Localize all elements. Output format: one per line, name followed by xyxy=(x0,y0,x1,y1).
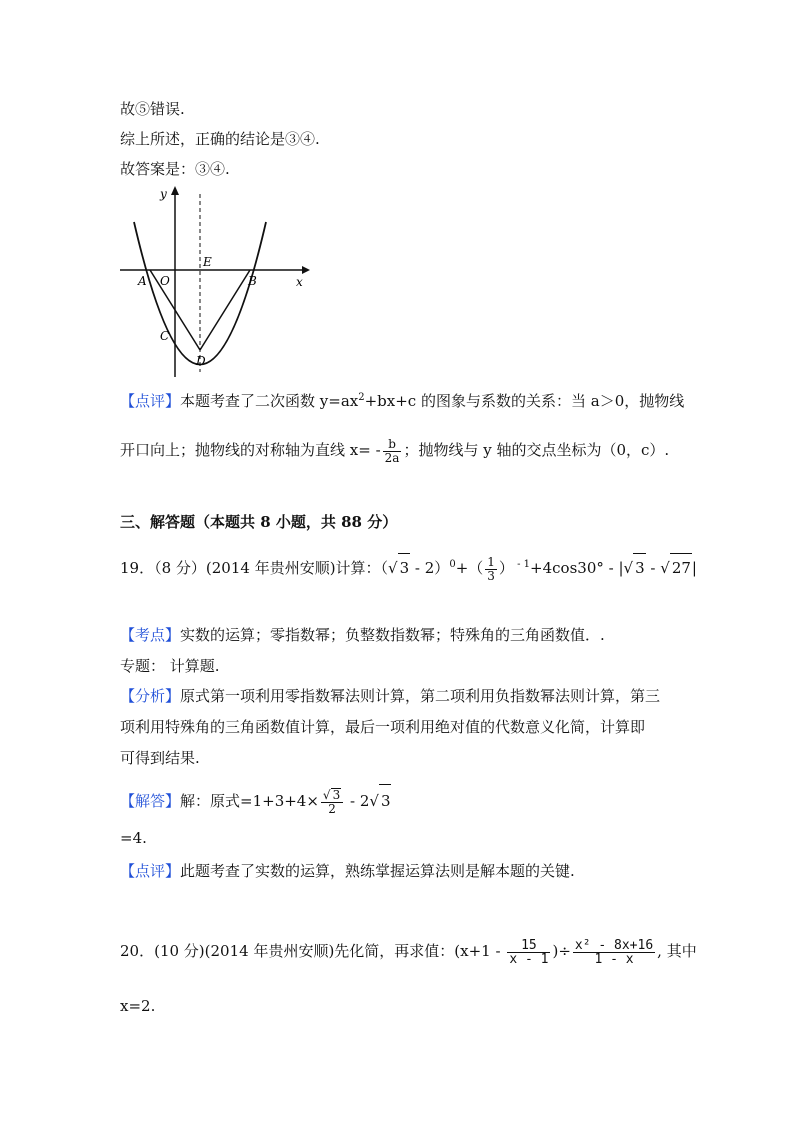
jieda-tag: 【解答】 xyxy=(120,792,181,810)
review19-tag: 【点评】 xyxy=(120,862,181,880)
y-label: y xyxy=(160,187,167,201)
frac-den: 1 - x xyxy=(594,951,634,967)
q20-suffix: , 其中 xyxy=(657,942,697,960)
sqrt-3-a: 3 xyxy=(398,553,411,582)
fraction-15 xyxy=(507,939,550,966)
jieda-line: 【解答】解：原式=1+3+4× $\frac{√ 3}{2}$ - 2√ 3 xyxy=(120,784,391,817)
q19-p6: | xyxy=(691,559,697,577)
frac-num: x² - 8x+16 xyxy=(574,937,654,953)
review-text-rest: +bx+c 的图象与系数的关系：当 a＞0，抛物线 xyxy=(364,392,685,410)
fenxi-tag: 【分析】 xyxy=(120,687,181,705)
q19-p3: ） xyxy=(498,559,514,577)
review-tag: 【点评】 xyxy=(120,392,181,410)
fenxi-line-1 xyxy=(120,685,660,707)
q19-p5: - xyxy=(645,559,661,577)
kaodian-line xyxy=(120,624,605,646)
sqrt-num: 3 xyxy=(332,788,341,802)
frac-den: x - 1 xyxy=(509,951,549,967)
x-axis-arrow xyxy=(302,266,310,274)
x-label: x xyxy=(296,275,303,289)
zhuanti-line: 专题： 计算题. xyxy=(120,657,220,675)
intro-line-1: 故⑤错误. xyxy=(120,100,185,118)
jieda-result: =4. xyxy=(120,829,147,847)
frac-den: 2 xyxy=(328,802,336,816)
kaodian-tag: 【考点】 xyxy=(120,626,181,644)
review-text-b: ；抛物线与 y 轴的交点坐标为（0，c）. xyxy=(403,441,670,459)
fenxi-line-2: 项利用特殊角的三角函数值计算，最后一项利用绝对值的代数意义化简，计算即 xyxy=(120,718,646,736)
q20-line-2: x=2. xyxy=(120,997,156,1015)
review-text: 本题考查了二次函数 y=ax xyxy=(180,392,359,410)
exponent: 2 xyxy=(358,392,365,403)
point-o-label: O xyxy=(160,274,170,288)
fraction-1-3 xyxy=(485,556,497,583)
frac-den: 2a xyxy=(384,450,400,465)
frac-num: 15 xyxy=(507,939,550,953)
line-db xyxy=(200,270,250,350)
exp-neg-one: - 1 xyxy=(513,559,531,570)
jieda-p2: - 2 xyxy=(345,792,370,810)
review-text-a: 开口向上；抛物线的对称轴为直线 x= - xyxy=(120,441,381,459)
sqrt-3-c: 3 xyxy=(379,784,392,817)
section-title: 三、解答题（本题共 8 小题，共 88 分） xyxy=(120,513,398,531)
fraction-sqrt3-2: $\frac{√ 3}{2}$ xyxy=(321,788,343,816)
q20-mid: )÷ xyxy=(552,942,571,960)
point-e-label: E xyxy=(203,255,212,269)
frac-num: b xyxy=(383,438,402,452)
frac-den: 3 xyxy=(487,568,495,583)
fraction-quadratic xyxy=(573,939,655,966)
question-19: 19．（8 分）(2014 年贵州安顺)计算：（√ 3 - 2）$^0$+（ $\frac{1}{3}$ ） $^{- 1}$+4cos30° - |√ 3 - √ 27| xyxy=(120,554,697,583)
point-b-label: B xyxy=(248,274,257,288)
q19-prefix: 19．（8 分）(2014 年贵州安顺)计算：（ xyxy=(120,559,389,577)
q20-prefix: 20．(10 分)(2014 年贵州安顺)先化简，再求值：(x+1 - xyxy=(120,942,506,960)
review18-line-2 xyxy=(120,435,669,465)
frac-num: 1 xyxy=(487,554,495,569)
review18-line-1 xyxy=(120,387,684,412)
point-c-label: C xyxy=(160,329,170,343)
exp-zero: 0 xyxy=(449,559,456,570)
review19-text: 此题考查了实数的运算，熟练掌握运算法则是解本题的关键. xyxy=(180,862,575,880)
question-20 xyxy=(120,933,697,969)
sqrt-27: 27 xyxy=(670,553,692,582)
fraction-b-2a xyxy=(383,438,402,465)
point-d-label: D xyxy=(196,354,206,368)
review19-line xyxy=(120,860,575,882)
q19-p2: +（ xyxy=(455,559,484,577)
y-axis-arrow xyxy=(171,186,179,195)
fenxi-line-3: 可得到结果. xyxy=(120,749,200,767)
kaodian-text: 实数的运算；零指数幂；负整数指数幂；特殊角的三角函数值．. xyxy=(180,626,605,644)
point-a-label: A xyxy=(138,274,147,288)
sqrt-3-b: 3 xyxy=(633,553,646,582)
parabola-graph xyxy=(120,182,320,377)
q19-p4: +4cos30° - | xyxy=(530,559,624,577)
intro-line-2: 综上所述，正确的结论是③④. xyxy=(120,130,320,148)
q19-p1: - 2） xyxy=(410,559,450,577)
intro-line-3: 故答案是：③④. xyxy=(120,160,230,178)
fenxi-text-1: 原式第一项利用零指数幂法则计算，第二项利用负指数幂法则计算，第三 xyxy=(180,687,661,705)
jieda-p1: 解：原式=1+3+4× xyxy=(180,792,319,810)
